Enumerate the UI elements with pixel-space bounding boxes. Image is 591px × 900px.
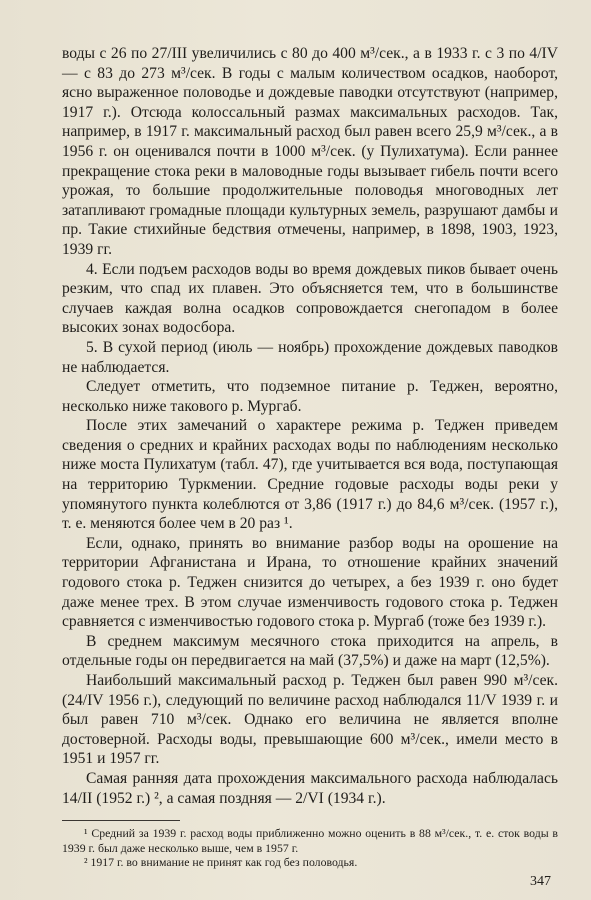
footnote-1: ¹ Средний за 1939 г. расход воды приближенно можно оценить в 88 м³/сек., т. е. сток воды в 1939 г. был даже несколько выше, чем в 1957 г. (62, 826, 558, 855)
paragraph-7: В среднем максимум месячного стока приходится на апрель, в отдельные годы он передвигается на май (37,5%) и даже на март (12,5%). (62, 632, 558, 670)
paragraph-1: воды с 26 по 27/III увеличились с 80 до 400 м³/сек., а в 1933 г. с 3 по 4/IV — с 83 до 273 м³/сек. В годы с малым количеством осадков, наоборот, ясно выраженное половодье и дождевые паводки отсутствуют (например, 1917 г.). Отсюда колоссальный размах максимальных расходов. Так, например, в 1917 г. максимальный расход был равен всего 25,9 м³/сек., а в 1956 г. он оценивался почти в 1000 м³/сек. (у Пулихатума). Если раннее прекращение стока реки в маловодные годы вызывает гибель почти всего урожая, то большие продолжительные половодья многоводных лет затапливают громадные площади культурных земель, разрушают дамбы и пр. Такие стихийные бедствия отмечены, например, в 1898, 1903, 1923, 1939 гг. (62, 45, 558, 258)
footnote-2: ² 1917 г. во внимание не принят как год без половодья. (84, 855, 358, 869)
paragraph-5: После этих замечаний о характере режима р. Теджен приведем сведения о средних и крайних расходах воды по наблюдениям несколько ниже моста Пулихатум (табл. 47), где учитывается вся вода, поступающая на территорию Туркмении. Средние годовые расходы воды реки у упомянутого пункта колеблются от 3,86 (1917 г.) до 84,6 м³/сек. (1957 г.), т. е. меняются более чем в 20 раз ¹. (62, 417, 558, 533)
footnotes (62, 826, 558, 870)
paragraph-4: Следует отметить, что подземное питание р. Теджен, вероятно, несколько ниже такового р. Мургаб. (62, 378, 558, 415)
paragraph-2: 4. Если подъем расходов воды во время дождевых пиков бывает очень резким, что спад их плавен. Это объясняется тем, что в большинстве случаев каждая волна осадков сопровождается снегопадом в более высоких зонах водосбора. (62, 260, 558, 337)
paragraph-9: Самая ранняя дата прохождения максимального расхода наблюдалась 14/II (1952 г.) ², а самая поздняя — 2/VI (1934 г.). (62, 769, 558, 807)
page-number: 347 (530, 874, 551, 889)
paragraph-6: Если, однако, принять во внимание разбор воды на орошение на территории Афганистана и Ирана, то отношение крайних значений годового стока р. Теджен снизится до четырех, а без 1939 г. оно будет даже менее трех. В этом случае изменчивость годового стока р. Теджен сравняется с изменчивостью годового стока р. Мургаб (тоже без 1939 г.). (62, 534, 558, 631)
paragraph-8: Наибольший максимальный расход р. Теджен был равен 990 м³/сек. (24/IV 1956 г.), следующий по величине расход наблюдался 11/V 1939 г. и был равен 710 м³/сек. Однако его величина не является вполне достоверной. Расходы воды, превышающие 600 м³/сек., имели место в 1951 и 1957 гг. (62, 672, 558, 768)
main-text (62, 44, 558, 808)
paragraph-3: 5. В сухой период (июль — ноябрь) прохождение дождевых паводков не наблюдается. (62, 338, 558, 376)
footnote-divider (62, 820, 180, 821)
